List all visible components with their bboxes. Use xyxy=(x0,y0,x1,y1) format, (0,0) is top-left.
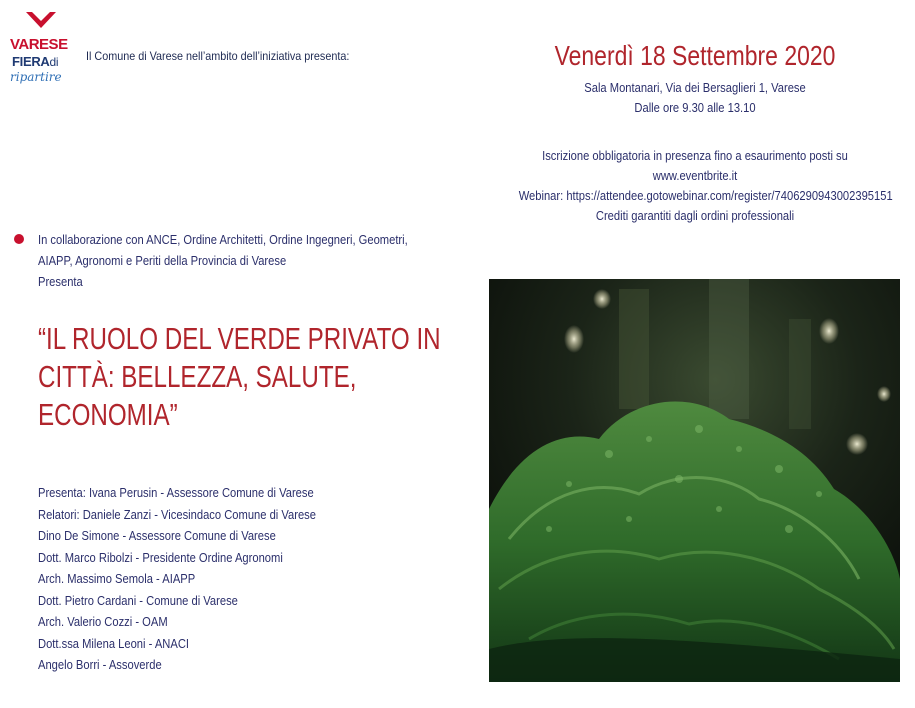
registration-note: Iscrizione obbligatoria in presenza fino a esaurimento posti su xyxy=(542,148,848,163)
webinar-link[interactable]: Webinar: https://attendee.gotowebinar.com/register/7406290943002395151 xyxy=(518,188,893,203)
logo-chevron-icon xyxy=(24,10,58,32)
event-title xyxy=(38,320,459,434)
event-date: Venerdì 18 Settembre 2020 xyxy=(554,40,836,71)
varese-fiera-logo xyxy=(8,10,74,90)
intro-text: Il Comune di Varese nell’ambito dell’iniziativa presenta: xyxy=(86,49,350,63)
speaker-item: Dott. Marco Ribolzi - Presidente Ordine Agronomi xyxy=(38,549,283,565)
bullet-dot-icon xyxy=(14,234,24,244)
event-info xyxy=(490,40,900,226)
collab-line: In collaborazione con ANCE, Ordine Architetti, Ordine Ingegneri, Geometri, xyxy=(38,232,408,247)
title-line: “IL RUOLO DEL VERDE PRIVATO IN xyxy=(38,321,441,356)
title-line: ECONOMIA” xyxy=(38,397,178,432)
speaker-item: Angelo Borri - Assoverde xyxy=(38,657,162,672)
speaker-item: Dott.ssa Milena Leoni - ANACI xyxy=(38,635,189,651)
collaboration-text xyxy=(38,229,416,292)
speaker-list xyxy=(38,482,399,676)
speaker-item: Presenta: Ivana Perusin - Assessore Comune di Varese xyxy=(38,485,314,500)
event-venue: Sala Montanari, Via dei Bersaglieri 1, Varese xyxy=(584,80,806,95)
logo-text-fiera: FIERAdi xyxy=(12,54,59,69)
speaker-item: Arch. Valerio Cozzi - OAM xyxy=(38,614,168,629)
speaker-item: Dino De Simone - Assessore Comune di Varese xyxy=(38,528,276,543)
registration-link[interactable]: www.eventbrite.it xyxy=(652,168,738,183)
greenery-photo xyxy=(489,279,900,682)
speaker-item: Relatori: Daniele Zanzi - Vicesindaco Comune di Varese xyxy=(38,506,316,522)
event-time: Dalle ore 9.30 alle 13.10 xyxy=(634,100,756,115)
collab-line: AIAPP, Agronomi e Periti della Provincia di Varese xyxy=(38,253,287,268)
credits-note: Crediti garantiti dagli ordini professionali xyxy=(595,208,795,223)
conifer-foliage-image xyxy=(489,279,900,682)
title-line: CITTÀ: BELLEZZA, SALUTE, xyxy=(38,359,357,394)
logo-text-varese: VARESE xyxy=(10,36,68,53)
logo-text-ripartire: ripartire xyxy=(10,70,62,84)
speaker-item: Arch. Massimo Semola - AIAPP xyxy=(38,571,196,586)
collab-line: Presenta xyxy=(38,274,83,289)
speaker-item: Dott. Pietro Cardani - Comune di Varese xyxy=(38,592,238,608)
